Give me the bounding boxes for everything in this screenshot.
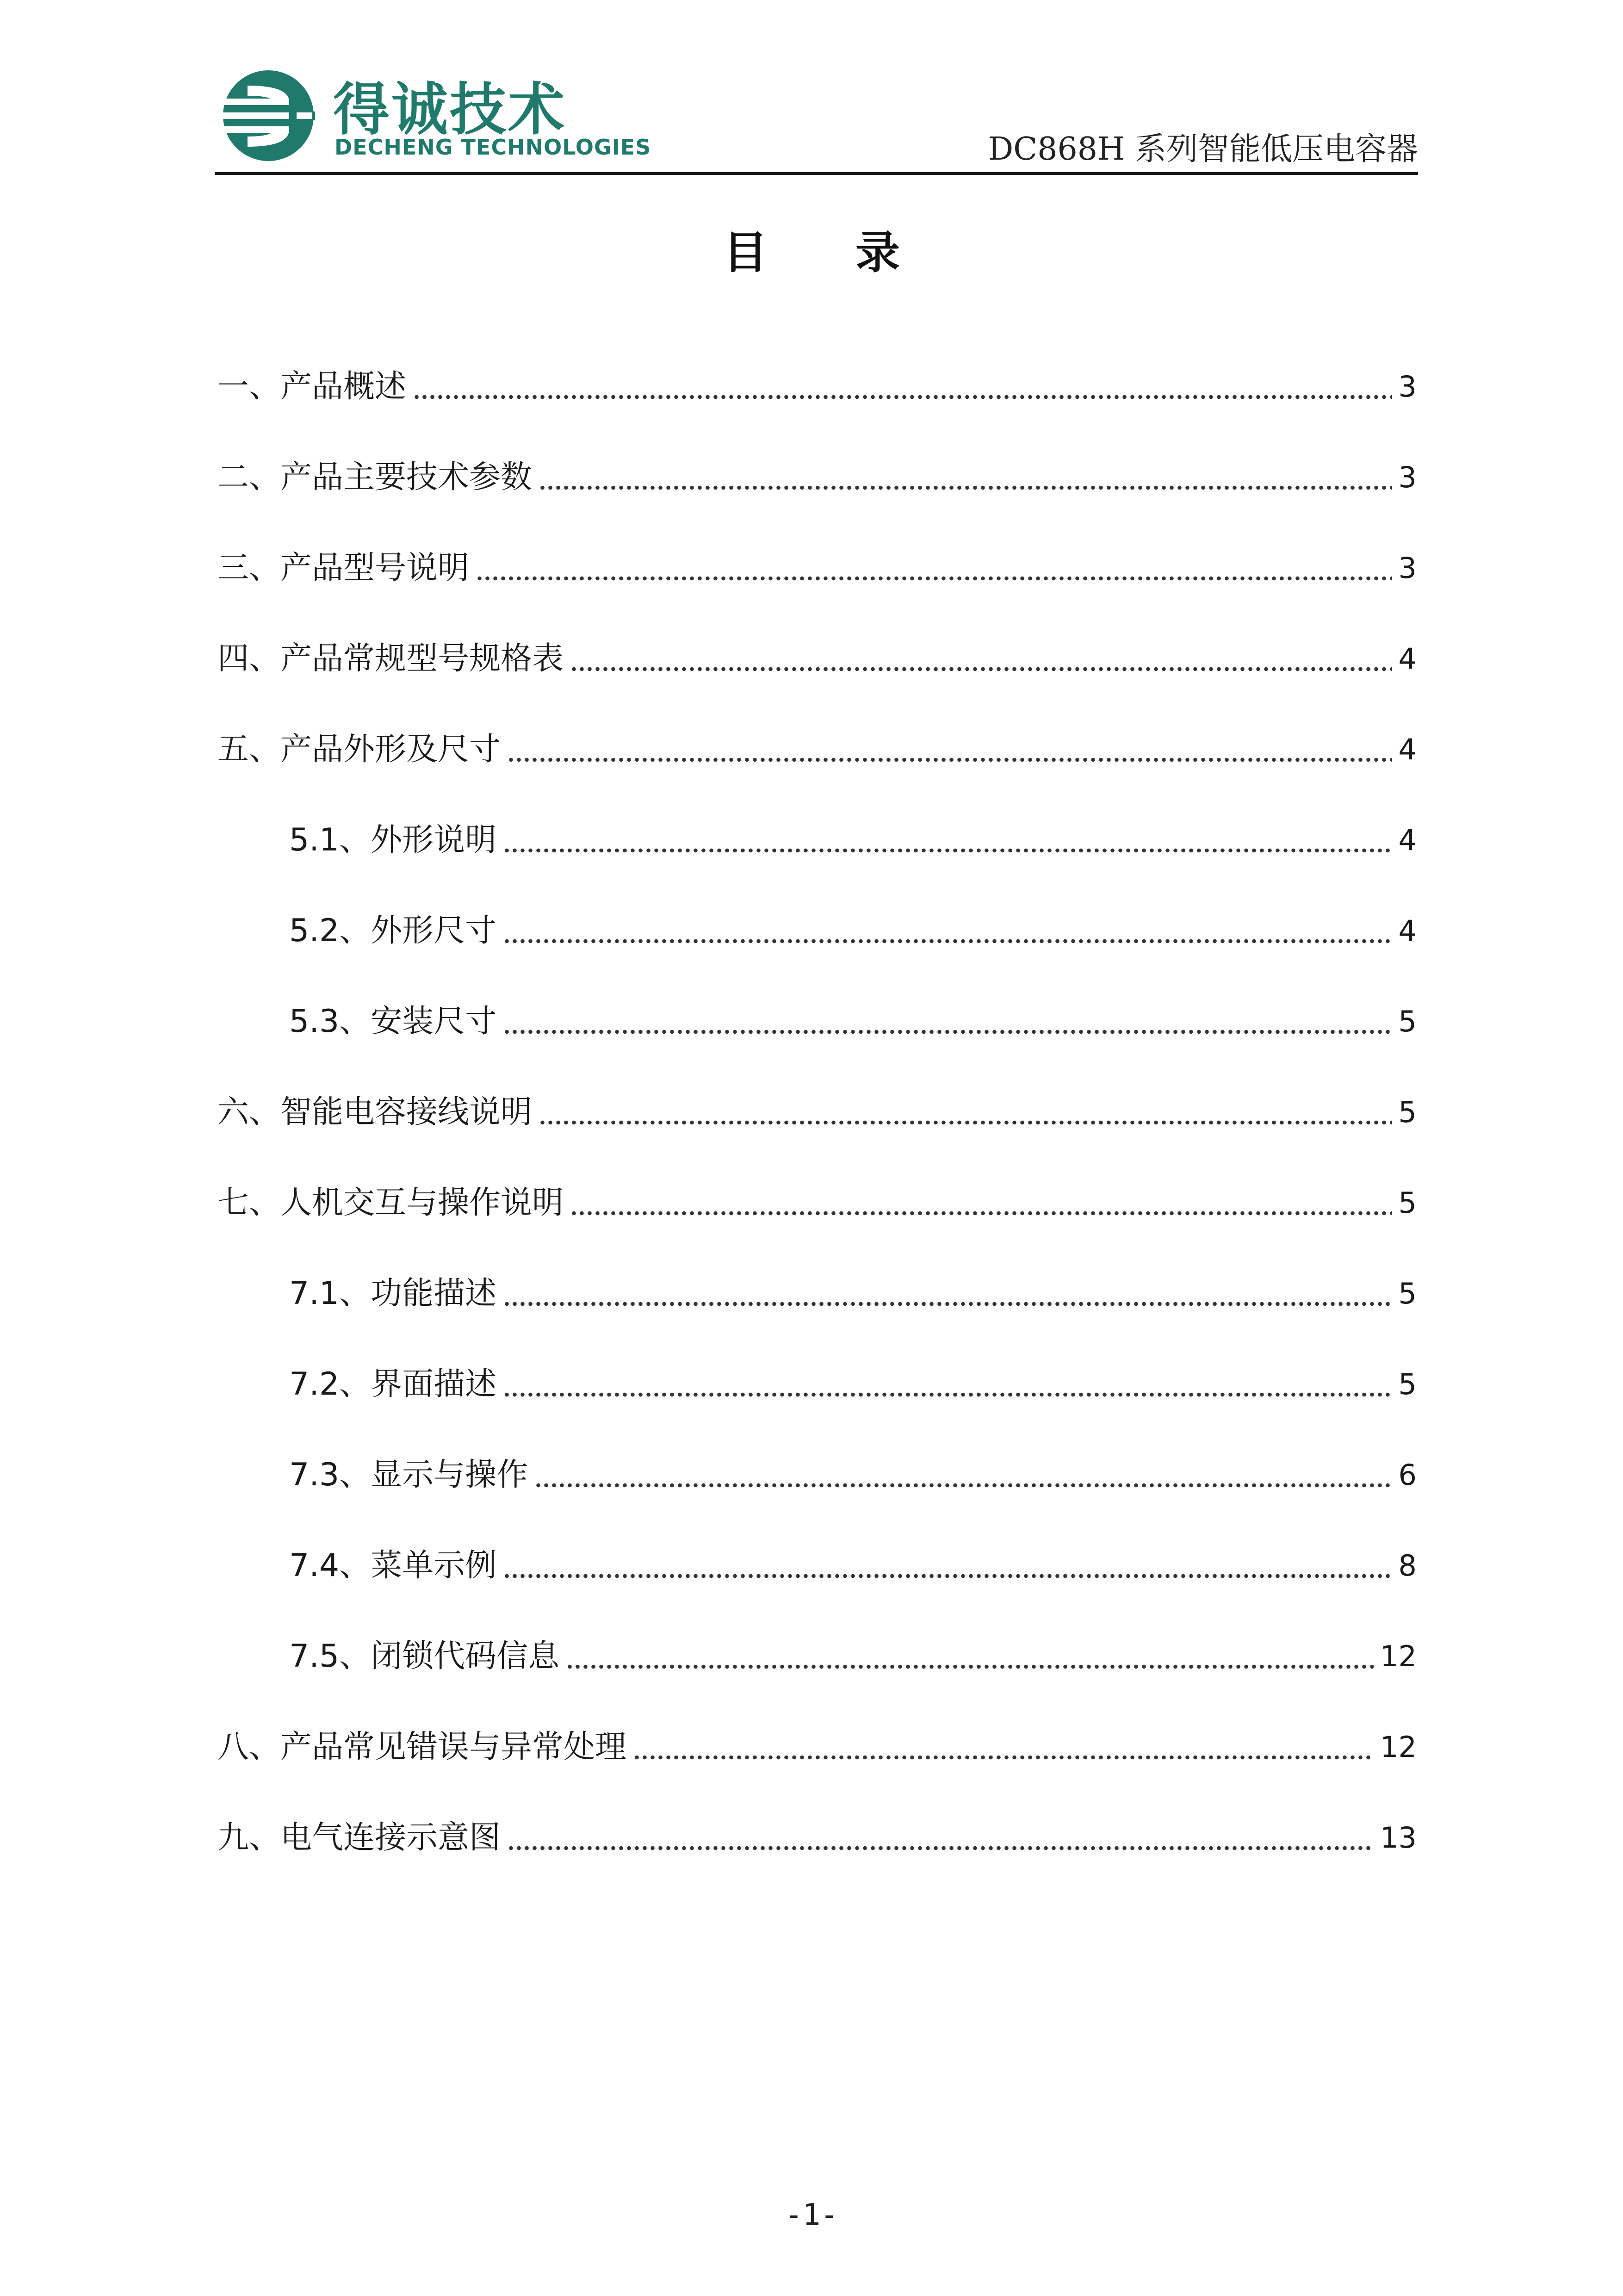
toc-entry-label: 九、电气连接示意图 (217, 1819, 501, 1856)
toc-entry-label: 、显示与操作 (339, 1457, 528, 1493)
toc-entry[interactable] (217, 1248, 1417, 1339)
logo-mark-icon (220, 67, 317, 164)
toc-entry-page: 12 (1380, 1639, 1417, 1673)
toc-entry-page: 3 (1398, 551, 1417, 585)
toc-entry[interactable] (217, 1158, 1417, 1248)
toc-entry[interactable] (217, 341, 1417, 432)
toc-dot-leader (539, 483, 1392, 492)
header-divider (215, 172, 1418, 175)
toc-entry-label: 八、产品常见错误与异常处理 (217, 1729, 627, 1765)
toc-entry-label: 、功能描述 (339, 1275, 497, 1312)
toc-entry-label: 二、产品主要技术参数 (217, 459, 533, 496)
toc-entry[interactable] (217, 795, 1417, 886)
toc-entry-page: 6 (1398, 1458, 1417, 1492)
toc-dot-leader (413, 392, 1392, 402)
toc-dot-leader (503, 1571, 1392, 1581)
toc-dot-leader (503, 937, 1392, 946)
toc-entry-page: 3 (1398, 370, 1417, 403)
toc-entry-page: 4 (1398, 732, 1417, 766)
toc-entry-number: 5.2 (289, 912, 340, 949)
toc-entry-label: 、外形尺寸 (339, 912, 497, 949)
toc-entry-page: 5 (1398, 1095, 1417, 1129)
toc-entry-page: 5 (1398, 1186, 1417, 1220)
toc-entry-number: 7.4 (289, 1547, 340, 1584)
toc-dot-leader (570, 664, 1392, 674)
toc-entry-label: 七、人机交互与操作说明 (217, 1185, 564, 1221)
toc-dot-leader (503, 846, 1392, 855)
toc-entry-label: 一、产品概述 (217, 368, 407, 405)
toc-dot-leader (570, 1209, 1392, 1218)
toc-dot-leader (539, 1118, 1392, 1127)
toc-entry[interactable] (217, 523, 1417, 614)
toc-entry[interactable] (217, 1702, 1417, 1793)
toc-dot-leader (633, 1753, 1374, 1762)
toc-entry-label: 、闭锁代码信息 (339, 1638, 560, 1675)
toc-dot-leader (507, 1843, 1374, 1853)
toc-entry-label: 、界面描述 (339, 1366, 497, 1402)
toc-entry-label: 五、产品外形及尺寸 (217, 731, 501, 768)
toc-entry[interactable] (217, 1430, 1417, 1520)
table-of-contents (217, 341, 1417, 1883)
toc-entry-page: 8 (1398, 1549, 1417, 1582)
toc-entry-number: 7.3 (289, 1457, 340, 1493)
toc-entry[interactable] (217, 614, 1417, 704)
toc-entry-page: 4 (1398, 914, 1417, 948)
toc-entry[interactable] (217, 1520, 1417, 1611)
toc-dot-leader (503, 1027, 1392, 1036)
toc-entry-number: 5.1 (289, 822, 340, 858)
toc-entry-number: 5.3 (289, 1003, 340, 1040)
toc-entry-page: 4 (1398, 823, 1417, 857)
page-header (215, 62, 1418, 178)
toc-dot-leader (566, 1662, 1374, 1671)
toc-dot-leader (503, 1299, 1392, 1309)
toc-entry-number: 7.2 (289, 1366, 340, 1402)
toc-entry-page: 3 (1398, 460, 1417, 494)
toc-entry-label: 、安装尺寸 (339, 1003, 497, 1040)
toc-entry[interactable] (217, 1339, 1417, 1430)
document-title: DC868H 系列智能低压电容器 (988, 131, 1418, 168)
toc-heading: 目录 (723, 227, 988, 279)
toc-entry-label: 、菜单示例 (339, 1547, 497, 1584)
toc-dot-leader (534, 1481, 1392, 1490)
toc-entry-page: 13 (1380, 1821, 1417, 1855)
toc-dot-leader (507, 755, 1392, 764)
toc-entry[interactable] (217, 704, 1417, 795)
toc-dot-leader (476, 574, 1392, 583)
toc-entry[interactable] (217, 886, 1417, 976)
toc-entry[interactable] (217, 1793, 1417, 1883)
toc-entry[interactable] (217, 432, 1417, 523)
toc-entry-label: 三、产品型号说明 (217, 550, 470, 586)
toc-dot-leader (503, 1390, 1392, 1399)
toc-entry-page: 5 (1398, 1277, 1417, 1310)
toc-entry-number: 7.1 (289, 1275, 340, 1312)
toc-entry-page: 12 (1380, 1730, 1417, 1764)
toc-entry-page: 4 (1398, 642, 1417, 676)
toc-entry[interactable] (217, 1067, 1417, 1158)
logo-english-text: DECHENG TECHNOLOGIES (335, 135, 651, 160)
page-number: -1- (785, 2198, 838, 2232)
company-logo (220, 67, 651, 169)
toc-entry[interactable] (217, 976, 1417, 1067)
toc-entry-label: 、外形说明 (339, 822, 497, 858)
toc-entry-number: 7.5 (289, 1638, 340, 1675)
toc-entry-page: 5 (1398, 1005, 1417, 1038)
toc-entry-label: 四、产品常规型号规格表 (217, 640, 564, 677)
toc-entry[interactable] (217, 1611, 1417, 1702)
logo-chinese-text: 得诚技术 (333, 77, 566, 143)
toc-entry-label: 六、智能电容接线说明 (217, 1094, 533, 1130)
toc-entry-page: 5 (1398, 1367, 1417, 1401)
